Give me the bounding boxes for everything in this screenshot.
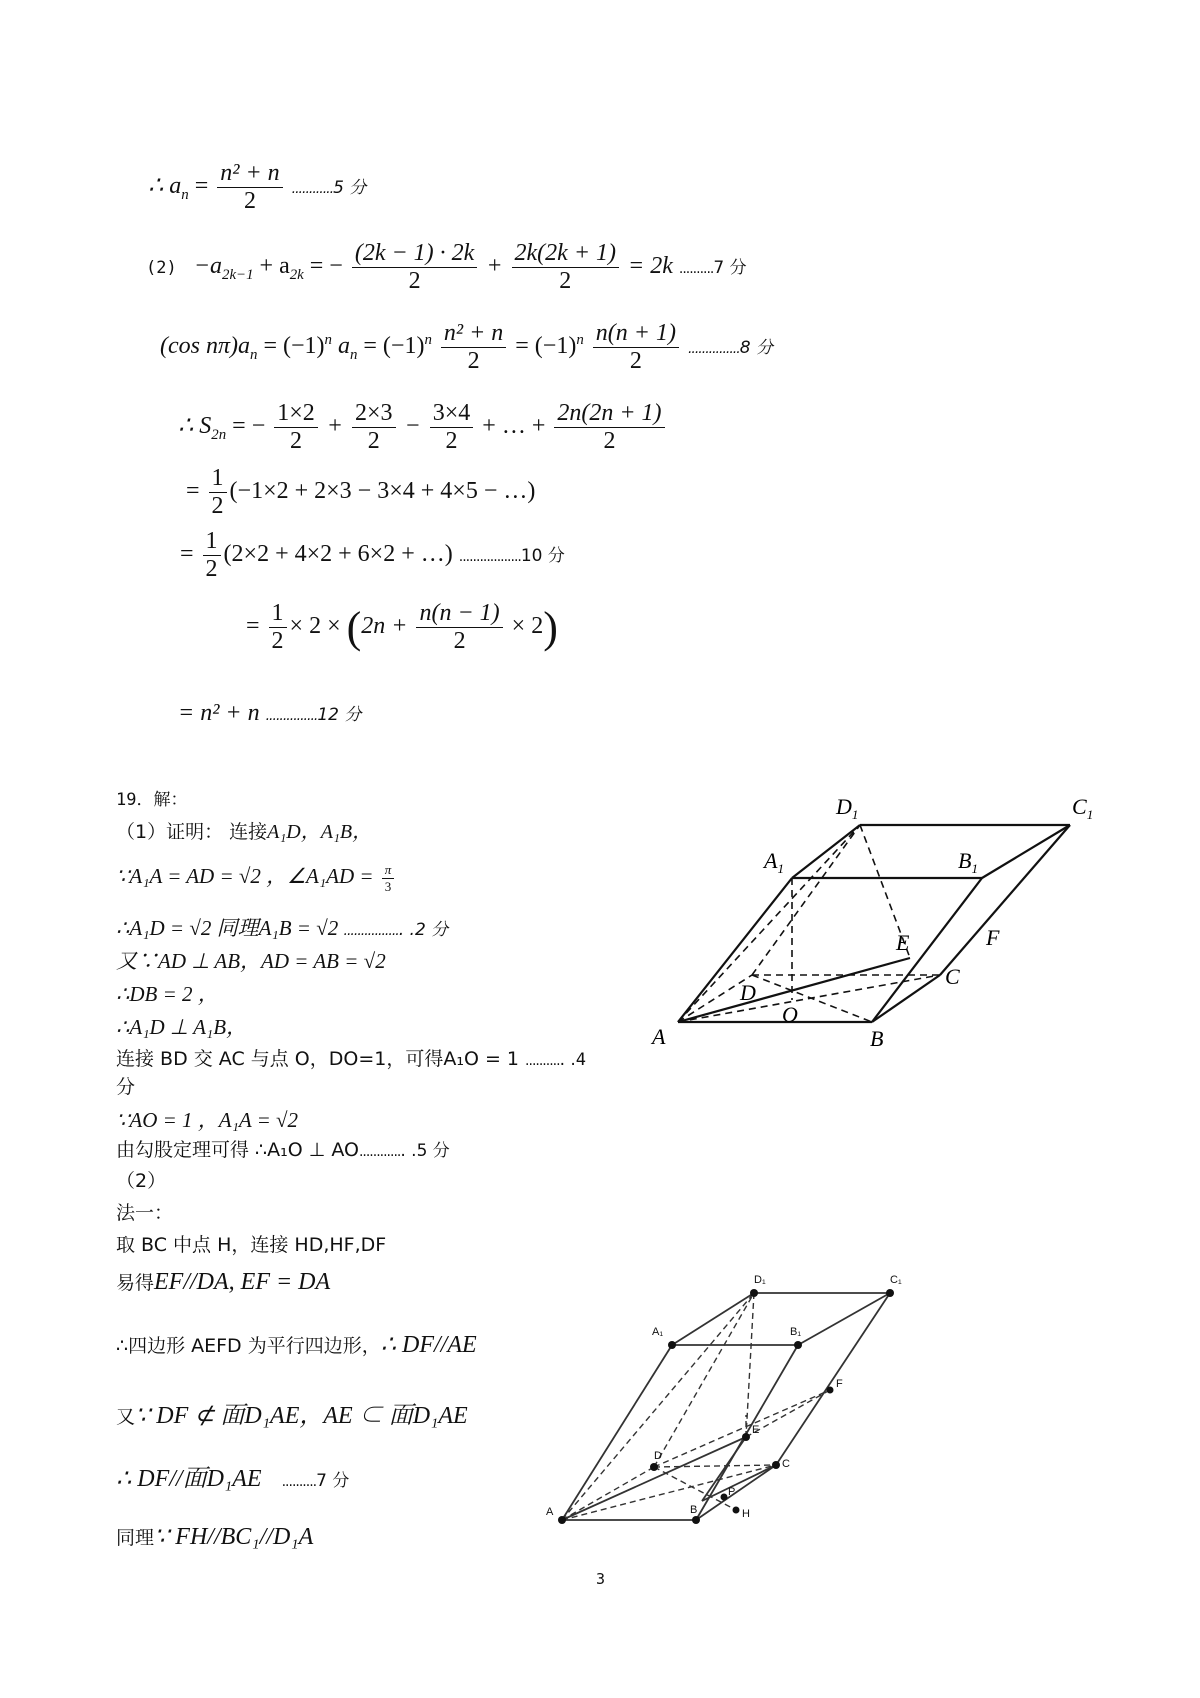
label-B-2: B: [690, 1504, 698, 1516]
formula-line-4: = $\frac{1}{2}$ (−1×2 + 2×3 − 3×4 + 4×5 − …): [186, 465, 536, 519]
label-A1-2: A₁: [652, 1326, 664, 1338]
label-A1: $A_1$: [764, 848, 784, 876]
label-C1-2: C₁: [890, 1274, 902, 1286]
label-O: O: [782, 1002, 798, 1027]
q19-line-8: ∵AO = 1 ，A₁A = √2: [116, 1108, 299, 1132]
q19-part2-tag: （2）: [116, 1170, 167, 1192]
label-C-2: C: [782, 1458, 790, 1470]
q19-heading: 19．解：: [116, 790, 188, 810]
q19-part1-intro: （1）证明： 连接A₁D，A₁B，: [116, 821, 373, 843]
q19-method-1: 法一：: [116, 1202, 174, 1224]
label-A: A: [652, 1024, 666, 1049]
figure-prism-2: [540, 1265, 920, 1535]
label-F-2: F: [836, 1378, 843, 1390]
label-H-2: H: [742, 1508, 750, 1520]
q19-line-9: 由勾股定理可得 ∴A₁O ⊥ AO............. .5 分: [116, 1139, 450, 1161]
label-E-2: E: [752, 1424, 760, 1436]
formula-line-2: (cos $n\pi)a_n = (-1)^n$ $a_n = (-1)^n$ $\frac{\text{n² + n}}{2}$ = $(-1)^n$ $\frac{n(n + 1)}{2}$ ...............8 分: [160, 320, 773, 374]
label-D1-2: D₁: [754, 1274, 766, 1286]
label-A-2: A: [546, 1506, 554, 1518]
label-B1: $B_1$: [958, 848, 978, 876]
page-number: 3: [596, 1570, 606, 1588]
label-B1-2: B₁: [790, 1326, 802, 1338]
q19-method-line-3: 易得EF//DA, EF = DA: [116, 1269, 331, 1295]
formula-line-3: ∴ $S_{2n}$ = − $\frac{1\times 2}{2}$ + $\frac{2\times 3}{2}$ − $\frac{3\times 4}{2}$ + … + $\frac{2n(2n + 1)}{2}$: [178, 400, 668, 455]
formula-an: ∴ $a_n$ = $\frac{\text{n² + n}}{2}$ ............5 分: [148, 160, 367, 214]
label-C: C: [945, 964, 960, 989]
formula-line-1: $(2) -a_{2k-1} + a_{2k}$ = − $\frac{(2k - 1) \cdot 2k}{2}$ + $\frac{2k(2k + 1)}{2}$ = 2k ..........7 分: [146, 240, 747, 294]
formula-line-7: = n² + n ...............12 分: [178, 700, 362, 726]
formula-line-6: = $\frac{1}{2}$ × 2 × (2n + $\frac{n(n - 1)}{2}$ × 2): [246, 600, 558, 654]
formula-line-5: = $\frac{1}{2}$ (2×2 + 4×2 + 6×2 + …) ..................10 分: [180, 528, 565, 582]
q19-line-3: ∴A₁D = √2 同理A₁B = √2 ................. .2 分: [116, 916, 449, 940]
q19-method-line-5: 又∵ DF ⊄ 面D₁AE，AE ⊂ 面D₁AE: [116, 1403, 468, 1429]
label-E: E: [896, 930, 910, 955]
label-B: B: [870, 1026, 884, 1051]
label-P-2: P: [728, 1486, 736, 1498]
q19-line-7: 连接 BD 交 AC 与点 O，DO=1，可得A₁O = 1 ........... .4: [116, 1048, 587, 1070]
label-C1: $C_1$: [1072, 794, 1094, 822]
figure-prism-1: [640, 790, 1100, 1070]
q19-line-5: ∴DB = 2 ，: [116, 982, 219, 1006]
label-D: D: [740, 980, 756, 1005]
q19-method-line-6: ∴ DF//面D₁AE ..........7 分: [116, 1466, 350, 1492]
q19-line-6: ∴A₁D ⊥ A₁B，: [116, 1015, 248, 1039]
label-D-2: D: [654, 1450, 662, 1462]
q19-method-line-4: ∴四边形 AEFD 为平行四边形，∴ DF//AE: [116, 1332, 477, 1358]
label-D1: $D_1$: [836, 794, 859, 822]
q19-line-7b: 分: [116, 1076, 136, 1098]
q19-line-2: ∵A₁A = AD = √2 ，∠A₁AD = $\frac{\pi}{3}$: [116, 860, 397, 895]
q19-method-line-2: 取 BC 中点 H，连接 HD,HF,DF: [116, 1234, 387, 1256]
label-F: F: [986, 925, 1000, 950]
q19-method-line-7: 同理∵ FH//BC₁//D₁A: [116, 1524, 314, 1550]
q19-line-4: 又∵AD ⊥ AB，AD = AB = √2: [116, 949, 386, 973]
